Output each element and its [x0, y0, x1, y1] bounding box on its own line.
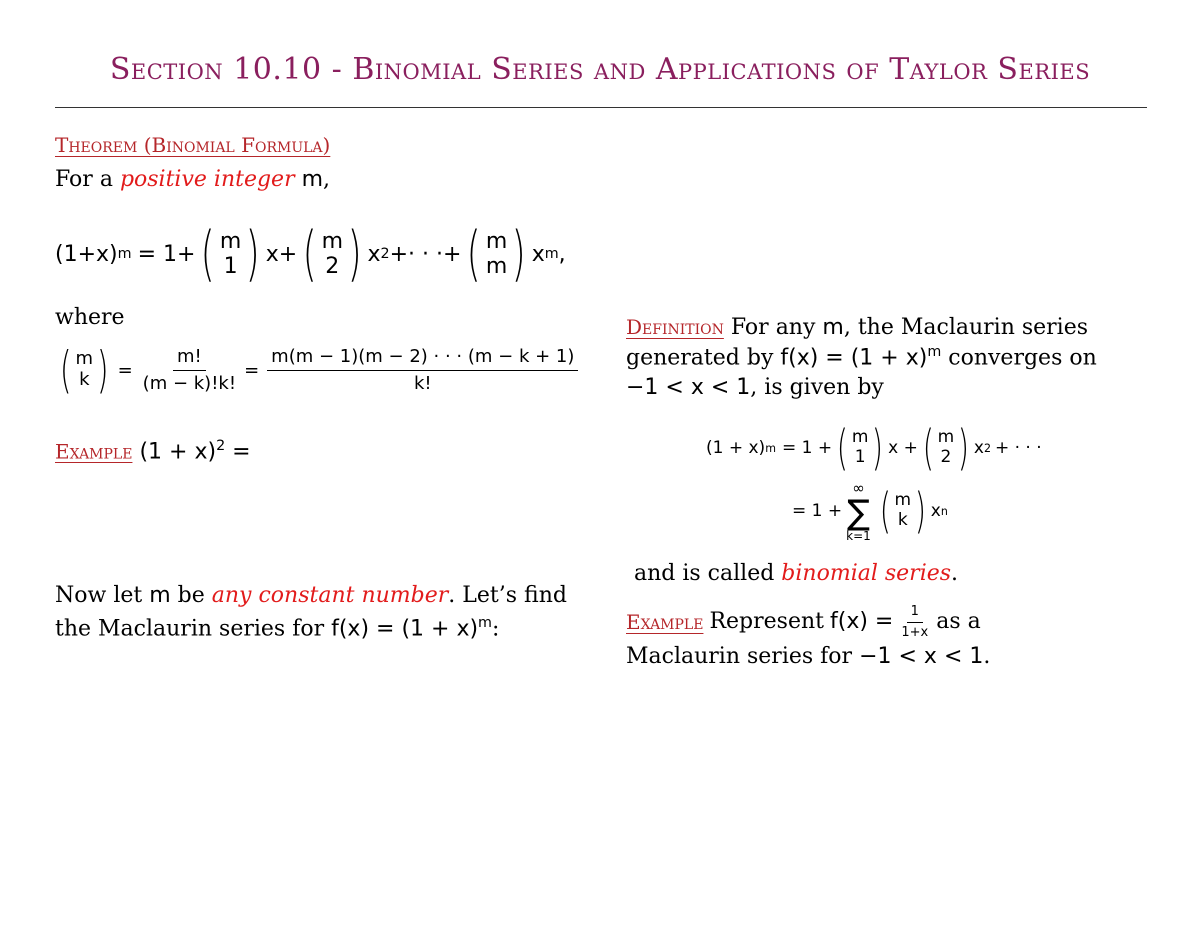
binom-m-2: ( m 2 ) [302, 219, 362, 289]
series2-exp: n [940, 504, 948, 518]
formula-term2-exp: 2 [380, 246, 390, 262]
formula-dots: +· · ·+ [389, 241, 462, 267]
theorem-heading: Theorem (Binomial Formula) [55, 133, 331, 157]
sum-lower: k=1 [846, 528, 871, 543]
def2-after: converges on [948, 345, 1097, 371]
series-row-1 [706, 420, 1042, 476]
fraction-numerator: 1 [907, 604, 923, 623]
formula-end: , [558, 241, 566, 267]
binom-m-m: ( m m ) [467, 219, 527, 289]
binom-m-k: ( m k ) [59, 341, 109, 399]
def1-var: m [822, 315, 844, 340]
ex2-after: as a [936, 609, 981, 635]
formula-term2: x [367, 241, 381, 267]
binom-m-1: ( m 1 ) [201, 219, 261, 289]
fraction-factorial [143, 346, 236, 394]
series-eq: = 1 + [781, 438, 833, 458]
binom-m-2: ( m 2 ) [922, 420, 970, 476]
example2-label: Example [626, 609, 704, 634]
formula-term3-exp: m [544, 246, 559, 262]
now-before: Now let [55, 583, 143, 608]
fraction-numerator: m(m − 1)(m − 2) · · · (m − k + 1) [267, 346, 578, 371]
def2-expr: f(x) = (1 + x) [780, 345, 928, 371]
binom-bottom: m [485, 254, 508, 279]
definition-line-3 [626, 374, 884, 402]
formula-term1: x+ [265, 241, 298, 267]
fraction-denominator: 1+x [901, 624, 929, 640]
example-1 [55, 438, 251, 466]
ex2-fraction [901, 604, 928, 640]
formula-lhs: (1+x) [55, 241, 118, 267]
now-line-2 [55, 615, 499, 643]
called-before: and is called [634, 561, 775, 586]
where-label: where [55, 305, 125, 330]
def3-expr: −1 < x < 1 [626, 375, 751, 400]
example-2-line-2 [626, 643, 990, 671]
series-tail: + · · · [994, 438, 1042, 458]
series-term1: x + [888, 438, 918, 458]
called-after: . [951, 561, 959, 586]
called-emph: binomial series [781, 561, 952, 586]
eq-sign: = [117, 359, 133, 381]
theorem-intro-var: m [301, 167, 324, 192]
theorem-intro-emph: positive integer [119, 167, 295, 192]
ex2b-expr: −1 < x < 1 [859, 644, 984, 669]
binom-top: m [321, 228, 344, 254]
series-term2-exp: 2 [983, 441, 991, 455]
ex2b-after: . [983, 644, 991, 669]
binom-bottom: 1 [854, 447, 866, 467]
theorem-intro-before: For a [55, 167, 113, 192]
binom-top: m [937, 427, 955, 448]
sigma-symbol: ∑ [846, 492, 870, 533]
series2-term: x [930, 501, 941, 521]
formula-lhs-exp: m [117, 246, 132, 262]
now-emph: any constant number [211, 583, 449, 608]
example-eq: = [232, 439, 251, 465]
def1-before: For any [730, 315, 816, 340]
formula-one: = 1+ [137, 241, 196, 267]
series-lhs-exp: m [765, 441, 776, 455]
example-label: Example [55, 439, 133, 464]
definition-line-1 [626, 314, 1088, 342]
binom-bottom: k [79, 369, 90, 390]
binom-top: m [894, 490, 912, 511]
binom-top: m [851, 427, 869, 448]
binomial-coefficient-formula [55, 340, 584, 400]
binomial-formula [55, 220, 566, 288]
ex2b-before: Maclaurin series for [626, 644, 853, 669]
ex2-expr: f(x) = [829, 609, 894, 635]
called-line [634, 560, 958, 588]
binom-top: m [219, 228, 242, 254]
def1-after: , the Maclaurin series [843, 315, 1089, 340]
definition-label: Definition [626, 315, 724, 339]
fraction-denominator: k! [413, 372, 432, 394]
example-2-line-1 [626, 604, 981, 640]
example-expr: (1 + x) [139, 439, 217, 465]
series2-eq: = 1 + [792, 501, 843, 521]
now2-after: : [491, 616, 500, 642]
now-var: m [149, 583, 171, 608]
binom-bottom: 2 [325, 254, 340, 279]
fraction-numerator: m! [173, 346, 206, 371]
now2-expr: f(x) = (1 + x) [331, 616, 479, 642]
def3-after: , is given by [750, 375, 884, 400]
binom-bottom: k [897, 510, 908, 530]
now-mid: be [177, 583, 205, 608]
ex2-before: Represent [709, 609, 824, 635]
title-divider [55, 107, 1147, 108]
binom-m-1: ( m 1 ) [836, 420, 884, 476]
series-row-2 [792, 478, 948, 544]
eq-sign: = [244, 359, 260, 381]
now-after: . Let’s find [448, 583, 567, 608]
summation [846, 478, 871, 543]
page-title: Section 10.10 - Binomial Series and Applications of Taylor Series [109, 52, 1091, 87]
example-exp: 2 [216, 438, 226, 454]
fraction-product [267, 346, 578, 394]
binom-top: m [75, 348, 94, 370]
fraction-denominator: (m − k)!k! [142, 372, 237, 394]
theorem-intro [55, 166, 330, 194]
theorem-intro-after: , [323, 167, 331, 192]
binom-bottom: 1 [223, 254, 238, 279]
now-line-1 [55, 582, 567, 610]
def2-before: generated by [626, 345, 774, 371]
now2-exp: m [478, 615, 492, 631]
series-term2: x [973, 438, 984, 458]
def2-exp: m [927, 344, 942, 360]
sum-upper: ∞ [852, 478, 865, 497]
series-lhs: (1 + x) [706, 438, 766, 458]
binom-m-k: ( m k ) [879, 483, 927, 539]
definition-line-2 [626, 344, 1097, 372]
formula-term3: x [531, 241, 545, 267]
binom-bottom: 2 [940, 447, 952, 467]
binom-top: m [485, 228, 508, 254]
now2-before: the Maclaurin series for [55, 616, 325, 642]
